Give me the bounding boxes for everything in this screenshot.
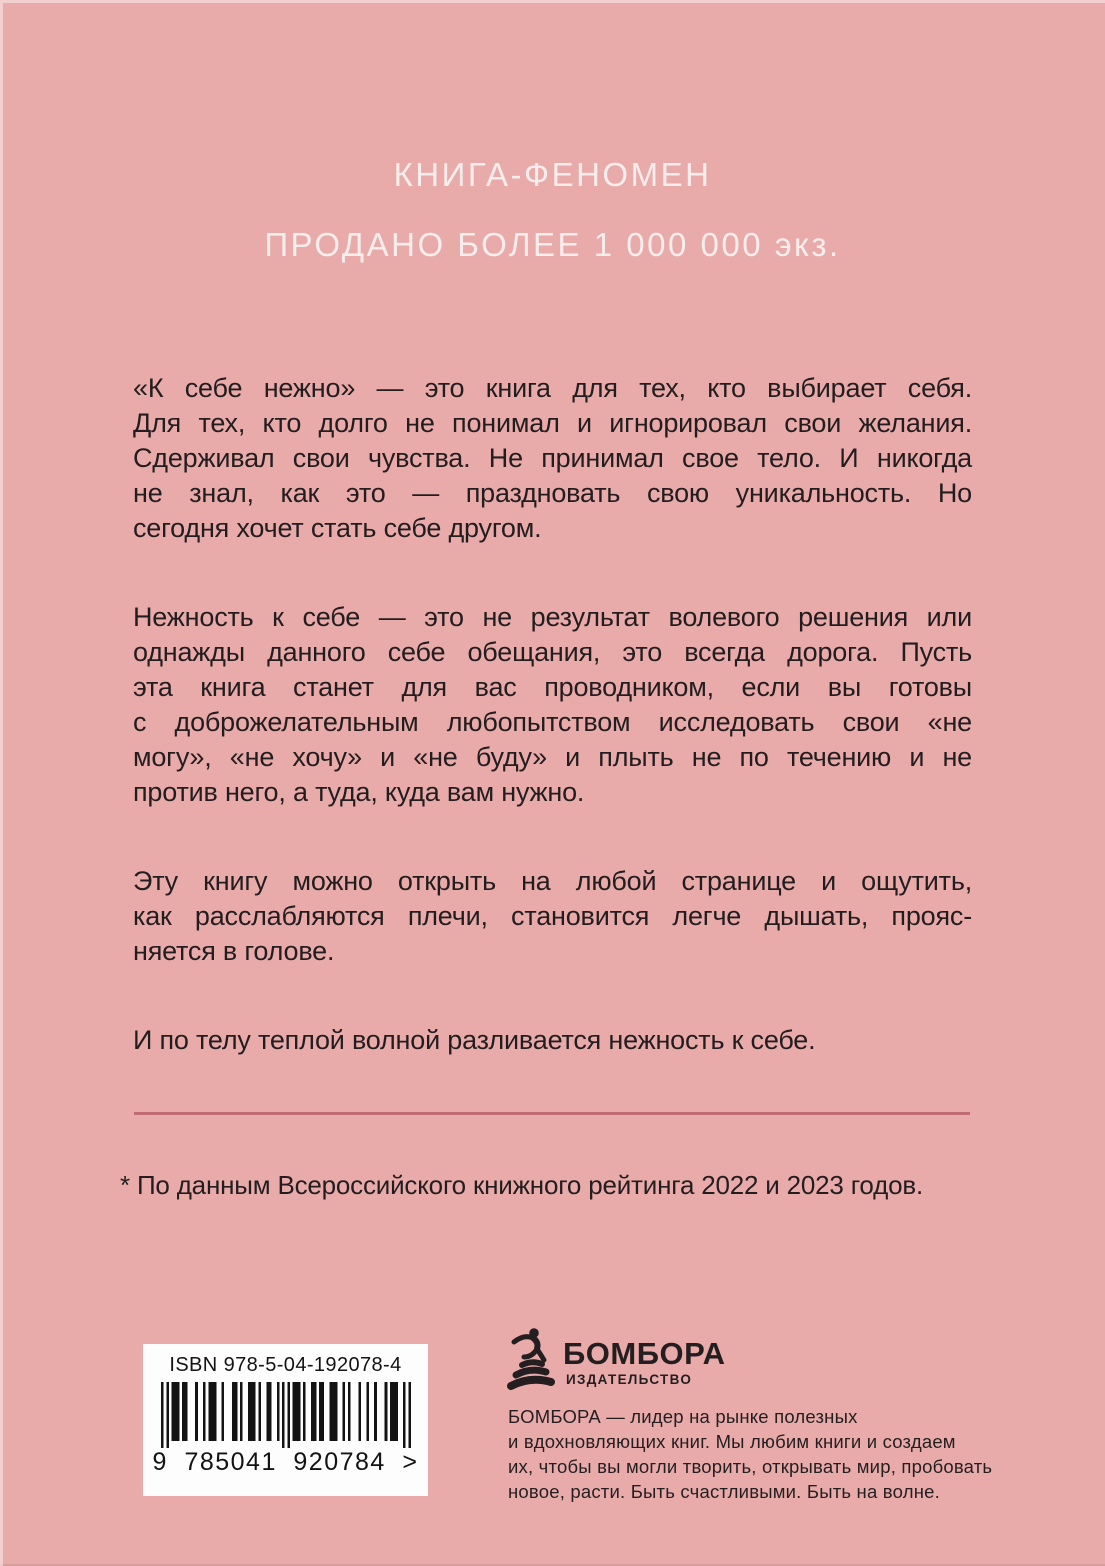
annotation-paragraph-2: Нежность к себе — это не результат волевого решения или однажды данного себе обещания, это всегда дорога. Пусть эта книга станет для вас проводником, если вы готовы с доброжелательным любопытством исследовать свои «не могу», «не хочу» и «не буду» и плыть не по течению и не против него, а туда, куда вам нужно. xyxy=(133,602,972,807)
annotation-paragraph-4: И по телу теплой волной разливается нежность к себе. xyxy=(133,1025,816,1055)
promo-line-2: ПРОДАНО БОЛЕЕ 1 000 000 экз. xyxy=(264,226,841,263)
barcode-digit-lead: 9 xyxy=(152,1448,168,1476)
annotation-paragraph-1: «К себе нежно» — это книга для тех, кто выбирает себя. Для тех, кто долго не понимал и игнорировал свои желания. Сдерживал свои чувства. Не принимал свое тело. И никогда не знал, как это — праздновать свою уникальность. Но сегодня хочет стать себе другом. xyxy=(133,373,972,543)
barcode-digit-group-1: 785041 xyxy=(184,1448,277,1476)
publisher-description: БОМБОРА — лидер на рынке полезных и вдохновляющих книг. Мы любим книги и создаем их, чтобы вы могли творить, открывать мир, пробовать новое, расти. Быть счастливыми. Быть на волне. xyxy=(508,1406,993,1502)
publisher-name: БОМБОРА xyxy=(563,1336,726,1371)
barcode-digits xyxy=(153,1448,419,1477)
isbn-number: ISBN 978-5-04-192078-4 xyxy=(169,1354,402,1376)
barcode-end-marker: > xyxy=(402,1448,419,1476)
divider-rule xyxy=(134,1112,970,1115)
footnote: * По данным Всероссийского книжного рейтинга 2022 и 2023 годов. xyxy=(120,1170,923,1200)
ean13-barcode xyxy=(161,1382,411,1448)
publisher-subtitle: ИЗДАТЕЛЬСТВО xyxy=(566,1372,693,1387)
promo-headline xyxy=(0,156,1105,264)
barcode-digit-group-2: 920784 xyxy=(293,1448,386,1476)
promo-line-1: КНИГА-ФЕНОМЕН xyxy=(393,156,712,193)
annotation-paragraph-3: Эту книгу можно открыть на любой странице и ощутить, как расслабляются плечи, становится легче дышать, прояс- няется в голове. xyxy=(133,866,972,966)
bombora-logo-icon xyxy=(506,1326,556,1392)
annotation-text xyxy=(133,371,972,1058)
isbn-barcode-block xyxy=(143,1344,428,1496)
